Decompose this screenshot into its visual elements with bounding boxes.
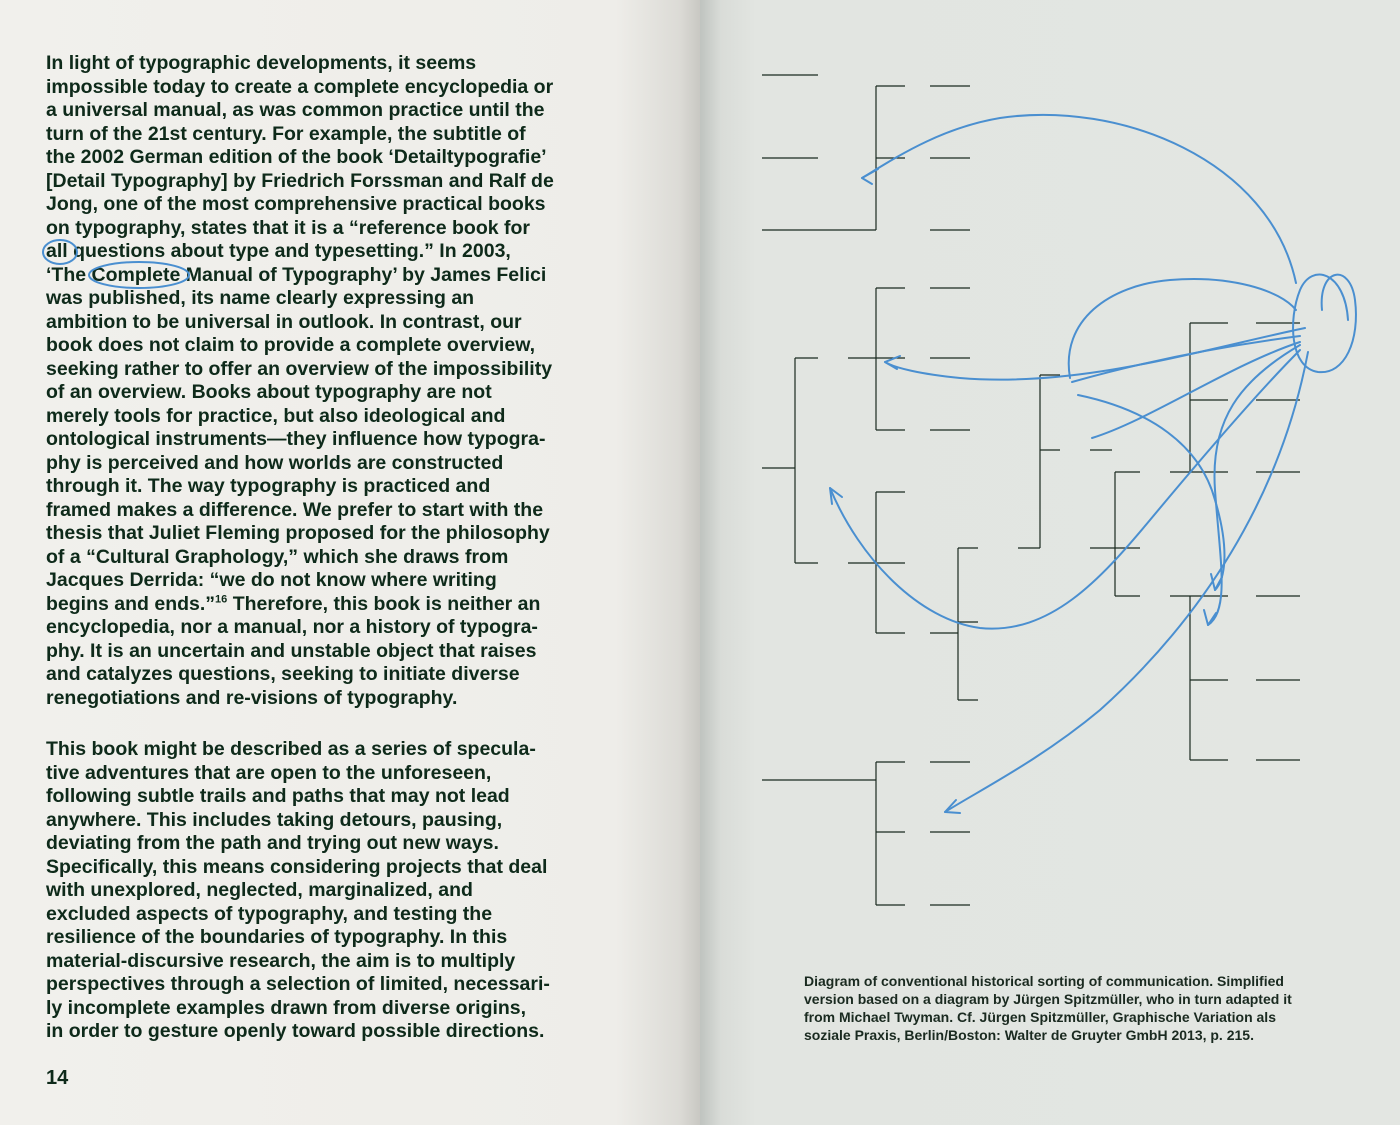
caption-line: version based on a diagram by Jürgen Spitzmüller, who in turn adapted it [804, 991, 1292, 1007]
footnote-reference: 16 [215, 593, 228, 605]
paragraph-1 [46, 52, 606, 710]
text-segment: begins and ends.” [46, 592, 216, 615]
text-line: phy is perceived and how worlds are constructed [46, 451, 504, 474]
communication-tree-diagram [700, 0, 1400, 1125]
text-line: anywhere. This includes taking detours, pausing, [46, 808, 503, 831]
paragraph-2 [46, 738, 606, 1044]
text-line: with unexplored, neglected, marginalized, and [46, 879, 473, 901]
text-line: the 2002 German edition of the book ‘Detailtypografie’ [46, 146, 547, 168]
text-line: book does not claim to provide a complete overview, [46, 334, 536, 356]
text-line-with-footnote [46, 593, 606, 617]
text-line: phy. It is an uncertain and unstable object that raises [46, 639, 537, 662]
figure-caption [804, 972, 1364, 1044]
caption-line: from Michael Twyman. Cf. Jürgen Spitzmüller, Graphische Variation als [804, 1009, 1276, 1025]
text-line: ly incomplete examples drawn from diverse origins, [46, 996, 527, 1019]
text-line: and catalyzes questions, seeking to initiate diverse [46, 663, 520, 685]
text-line: resilience of the boundaries of typography. In this [46, 926, 508, 948]
text-line: Jong, one of the most comprehensive practical books [46, 193, 546, 215]
text-line: impossible today to create a complete encyclopedia or [46, 75, 554, 98]
tree-lines [762, 75, 1300, 905]
text-line: This book might be described as a series of specula- [46, 738, 536, 760]
text-line: following subtle trails and paths that may not lead [46, 785, 510, 807]
text-line: [Detail Typography] by Friedrich Forssman and Ralf de [46, 169, 554, 192]
caption-line: Diagram of conventional historical sorting of communication. Simplified [804, 973, 1284, 989]
text-line: Jacques Derrida: “we do not know where writing [46, 569, 497, 591]
text-line: thesis that Juliet Fleming proposed for the philosophy [46, 522, 550, 544]
text-line: through it. The way typography is practiced and [46, 475, 491, 497]
text-line: on typography, states that it is a “reference book for [46, 216, 530, 239]
text-line: in order to gesture openly toward possible directions. [46, 1020, 545, 1042]
text-line: turn of the 21st century. For example, the subtitle of [46, 122, 526, 145]
text-line: framed makes a difference. We prefer to start with the [46, 498, 544, 521]
text-line: In light of typographic developments, it seems [46, 52, 477, 74]
text-line: renegotiations and re-visions of typography. [46, 686, 458, 709]
text-line: perspectives through a selection of limited, necessari- [46, 973, 550, 995]
text-line: ambition to be universal in outlook. In contrast, our [46, 310, 522, 333]
text-line: of a “Cultural Graphology,” which she draws from [46, 545, 509, 568]
text-line: tive adventures that are open to the unforeseen, [46, 761, 492, 784]
text-line: excluded aspects of typography, and testing the [46, 902, 493, 925]
page-number: 14 [46, 1067, 69, 1089]
text-line: ontological instruments—they influence how typogra- [46, 428, 546, 450]
text-segment: Therefore, this book is neither an [227, 592, 541, 615]
text-line: all questions about type and typesetting.” In 2003, [46, 240, 511, 262]
text-line: Specifically, this means considering projects that deal [46, 855, 548, 878]
text-line: was published, its name clearly expressing an [46, 287, 475, 309]
text-line: deviating from the path and trying out new ways. [46, 832, 499, 854]
caption-line: soziale Praxis, Berlin/Boston: Walter de Gruyter GmbH 2013, p. 215. [804, 1027, 1254, 1043]
text-line: encyclopedia, nor a manual, nor a history of typogra- [46, 616, 538, 638]
text-line: material-discursive research, the aim is to multiply [46, 949, 516, 972]
text-line: of an overview. Books about typography are not [46, 381, 492, 403]
text-line: a universal manual, as was common practice until the [46, 99, 545, 121]
text-line: seeking rather to offer an overview of the impossibility [46, 357, 553, 380]
text-line: ‘The Complete Manual of Typography’ by James Felici [46, 263, 547, 286]
text-line: merely tools for practice, but also ideological and [46, 404, 506, 427]
